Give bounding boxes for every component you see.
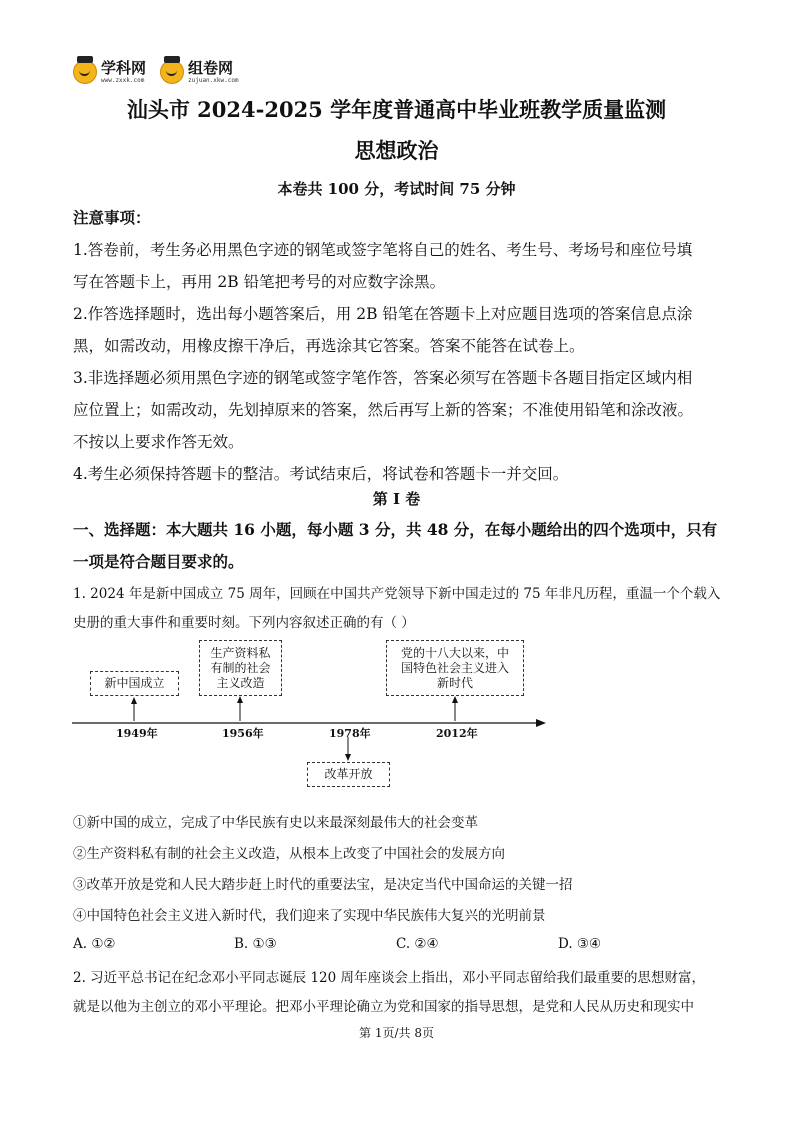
option-a[interactable]: A. ①② (73, 936, 116, 952)
page-number: 第 1页/共 8页 (359, 1026, 434, 1040)
note-line: 写在答题卡上，再用 2B 铅笔把考号的对应数字涂黑。 (73, 273, 446, 291)
note-line: 2.作答选择题时，选出每小题答案后，用 2B 铅笔在答题卡上对应题目选项的答案信息点涂 (73, 305, 693, 323)
notes-block (73, 234, 723, 490)
question-1-stem: 1. 2024 年是新中国成立 75 周年，回顾在中国共产党领导下新中国走过的 75 年非凡历程，重温一个个载入 史册的重大事件和重要时刻。下列内容叙述正确的有（ ） (73, 586, 721, 631)
event-box-2012: 党的十八大以来，中 国特色社会主义进入 新时代 (386, 640, 524, 696)
logo-name: 学科网 (101, 58, 147, 77)
timeline-arrowhead (536, 719, 546, 727)
note-line: 应位置上；如需改动，先划掉原来的答案，然后再写上新的答案；不准使用铅笔和涂改液。 (73, 401, 694, 419)
year-label: 1978年 (329, 727, 371, 740)
statement: ②生产资料私有制的社会主义改造，从根本上改变了中国社会的发展方向 (73, 846, 505, 862)
year-label: 2012年 (436, 727, 478, 740)
event-box-1949: 新中国成立 (90, 671, 179, 696)
year-label: 1956年 (222, 727, 264, 740)
option-d[interactable]: D. ③④ (558, 936, 602, 952)
statement: ③改革开放是党和人民大踏步赶上时代的重要法宝，是决定当代中国命运的关键一招 (73, 877, 573, 893)
event-box-1956: 生产资料私 有制的社会 主义改造 (199, 640, 282, 696)
exam-info: 本卷共 100 分，考试时间 75 分钟 (277, 180, 516, 198)
logo-url: www.zxxk.com (101, 76, 145, 84)
option-c[interactable]: C. ②④ (396, 936, 439, 952)
section-instruction: 一、选择题：本大题共 16 小题，每小题 3 分，共 48 分，在每小题给出的四个选项中，只有 一项是符合题目要求的。 (73, 520, 718, 571)
question-1-statements (73, 808, 723, 932)
event-box-1978: 改革开放 (307, 762, 390, 787)
notes-heading: 注意事项： (73, 208, 151, 227)
note-line: 4.考生必须保持答题卡的整洁。考试结束后，将试卷和答题卡一并交回。 (73, 465, 569, 483)
mascot-icon (73, 60, 97, 84)
statement: ①新中国的成立，完成了中华民族有史以来最深刻最伟大的社会变革 (73, 815, 478, 831)
zujuanwang-logo (160, 58, 239, 86)
section-title: 第 I 卷 (372, 490, 421, 508)
note-line: 3.非选择题必须用黑色字迹的钢笔或签字笔作答，答案必须写在答题卡各题目指定区域内相 (73, 369, 693, 387)
question-2-stem: 2. 习近平总书记在纪念邓小平同志诞辰 120 周年座谈会上指出，邓小平同志留给我们最重要的思想财富， 就是以他为主创立的邓小平理论。把邓小平理论确立为党和国家的指导思想，是党和人民从历史和现实中 (73, 970, 706, 1015)
statement: ④中国特色社会主义进入新时代，我们迎来了实现中华民族伟大复兴的光明前景 (73, 908, 546, 924)
mascot-icon (160, 60, 184, 84)
subject-title: 思想政治 (354, 138, 439, 163)
logo-url: zujuan.xkw.com (188, 76, 239, 84)
option-b[interactable]: B. ①③ (234, 936, 277, 952)
logo-name: 组卷网 (188, 58, 234, 77)
xuekewang-logo (73, 58, 146, 86)
note-line: 1.答卷前，考生务必用黑色字迹的钢笔或签字笔将自己的姓名、考生号、考场号和座位号填 (73, 241, 693, 259)
note-line: 黑，如需改动，用橡皮擦干净后，再选涂其它答案。答案不能答在试卷上。 (73, 337, 585, 355)
exam-title: 汕头市 2024-2025 学年度普通高中毕业班教学质量监测 (126, 97, 667, 122)
timeline-diagram (70, 638, 550, 788)
year-label: 1949年 (116, 727, 158, 740)
note-line: 不按以上要求作答无效。 (73, 433, 244, 451)
